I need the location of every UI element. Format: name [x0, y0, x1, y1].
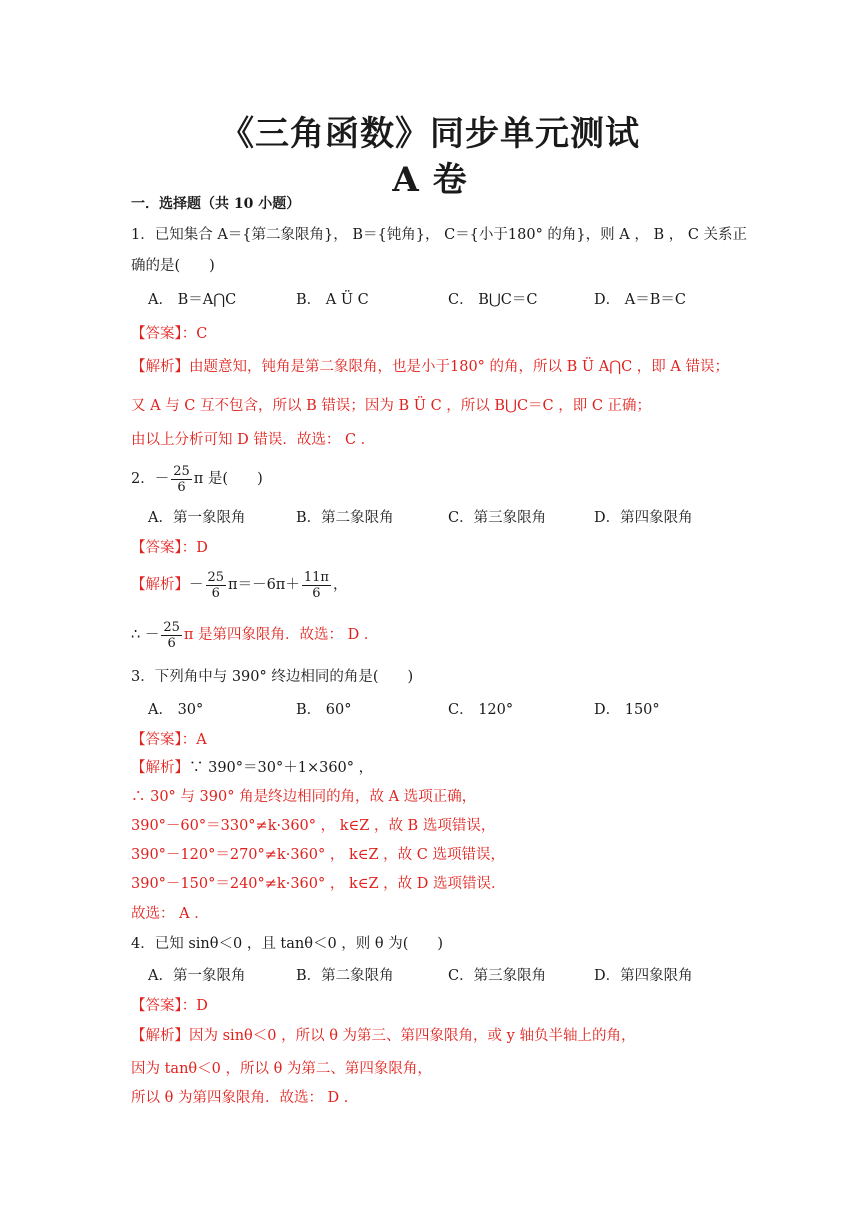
q1-explanation-text1: 由题意知，钝角是第二象限角，也是小于180° 的角，所以 B Ü A⋂C ，即 A 错误；	[189, 359, 729, 375]
q2-stem	[131, 462, 263, 496]
q2-frac-den: 6	[177, 479, 186, 495]
q3-explanation-line3: 390°－60°＝330°≠k·360° ， k∈Z ，故 B 选项错误，	[131, 818, 496, 834]
q3-option-d: D． 150°	[594, 702, 660, 718]
q4-option-a: A．第一象限角	[148, 968, 246, 984]
page-title: 《三角函数》同步单元测试	[220, 114, 640, 154]
q1-explanation-line2: 又 A 与 C 互不包含，所以 B 错误；因为 B Ü C ，所以 B⋃C＝C ，即 C 正确；	[131, 398, 652, 414]
q2-exp2-frac-den: 6	[167, 635, 176, 651]
q2-exp1-middle: π＝－6π＋	[228, 577, 300, 593]
q3-option-a: A． 30°	[148, 702, 204, 718]
q3-option-b: B． 60°	[296, 702, 352, 718]
q4-answer-value: D	[196, 998, 208, 1014]
q3-explanation-line2: ∴ 30° 与 390° 角是终边相同的角，故 A 选项正确，	[131, 789, 477, 805]
q1-answer	[131, 324, 207, 344]
q1-stem-line2: 确的是( )	[131, 258, 215, 274]
q2-frac-num: 25	[173, 463, 190, 479]
q1-explanation-line1	[131, 357, 729, 377]
q2-option-c: C．第三象限角	[448, 510, 547, 526]
q1-explanation-line3: 由以上分析可知 D 错误．故选： C ．	[131, 432, 376, 448]
q4-explanation-text1: 因为 sinθ＜0 ，所以 θ 为第三、第四象限角，或 y 轴负半轴上的角，	[189, 1028, 636, 1044]
q2-exp1-frac-num: 25	[207, 569, 225, 585]
q2-stem-suffix: π 是( )	[193, 471, 263, 487]
q2-stem-fraction	[171, 464, 192, 495]
q2-answer	[131, 538, 208, 558]
q2-exp1-frac-den: 6	[211, 585, 220, 601]
q3-stem: 3．下列角中与 390° 终边相同的角是( )	[131, 669, 414, 685]
page-subtitle: A 卷	[392, 160, 468, 200]
q3-explanation-line6: 故选： A ．	[131, 906, 209, 922]
q4-option-b: B．第二象限角	[296, 968, 394, 984]
q3-answer	[131, 730, 207, 750]
q3-explanation-line1	[131, 758, 373, 778]
q4-explanation-line1	[131, 1026, 635, 1046]
q2-explanation-line1	[131, 568, 347, 602]
q3-explanation-line5: 390°－150°＝240°≠k·360° ， k∈Z ，故 D 选项错误．	[131, 876, 506, 892]
q1-option-c: C． B⋃C＝C	[448, 292, 538, 308]
q2-exp1-fraction	[206, 570, 227, 601]
q2-exp2-fraction	[161, 620, 182, 651]
q1-stem-line1: 1．已知集合 A＝{第二象限角}， B＝{钝角}， C＝{小于180° 的角}，则 A ， B ， C 关系正	[131, 227, 748, 243]
q4-explanation-line3: 所以 θ 为第四象限角．故选： D ．	[131, 1090, 359, 1106]
q1-option-a: A． B＝A⋂C	[148, 292, 237, 308]
q2-explanation-tag: 【解析】	[131, 577, 189, 593]
q3-answer-value: A	[196, 732, 207, 748]
q1-answer-value: C	[196, 326, 208, 342]
q4-explanation-line2: 因为 tanθ＜0 ，所以 θ 为第二、第四象限角，	[131, 1061, 432, 1077]
q2-explanation-line2	[131, 618, 378, 652]
q1-option-b: B． A Ü C	[296, 292, 369, 308]
q4-answer-tag: 【答案】：	[131, 998, 197, 1014]
q2-exp1-frac2-den: 6	[312, 585, 321, 601]
q4-explanation-tag: 【解析】	[131, 1028, 189, 1044]
q2-exp2-suffix: π 是第四象限角．故选： D ．	[183, 627, 379, 643]
q2-exp2-prefix: ∴ －	[131, 627, 160, 643]
q3-explanation-text1: ∵ 390°＝30°＋1×360° ，	[189, 760, 374, 776]
q2-exp1-fraction2	[302, 570, 331, 601]
q4-option-d: D．第四象限角	[594, 968, 693, 984]
q2-option-a: A．第一象限角	[148, 510, 246, 526]
section-heading: 一．选择题（共 10 小题）	[131, 196, 301, 212]
q1-option-d: D． A＝B＝C	[594, 292, 686, 308]
q2-answer-tag: 【答案】：	[131, 540, 197, 556]
q2-exp2-frac-num: 25	[163, 619, 180, 635]
q1-answer-tag: 【答案】：	[131, 326, 197, 342]
q4-answer	[131, 996, 208, 1016]
q2-exp1-frac2-num: 11π	[303, 569, 329, 585]
q3-option-c: C． 120°	[448, 702, 514, 718]
q1-explanation-tag: 【解析】	[131, 359, 189, 375]
q4-stem: 4．已知 sinθ＜0 ，且 tanθ＜0 ，则 θ 为( )	[131, 936, 444, 952]
q3-explanation-line4: 390°－120°＝270°≠k·360° ， k∈Z ，故 C 选项错误，	[131, 847, 505, 863]
q2-option-d: D．第四象限角	[594, 510, 693, 526]
q2-option-b: B．第二象限角	[296, 510, 394, 526]
q2-stem-prefix: 2．－	[131, 471, 170, 487]
q4-option-c: C．第三象限角	[448, 968, 547, 984]
q3-answer-tag: 【答案】：	[131, 732, 197, 748]
q2-exp1-suffix: ，	[332, 577, 348, 593]
q3-explanation-tag: 【解析】	[131, 760, 189, 776]
q2-exp1-prefix: －	[189, 577, 204, 593]
q2-answer-value: D	[196, 540, 208, 556]
